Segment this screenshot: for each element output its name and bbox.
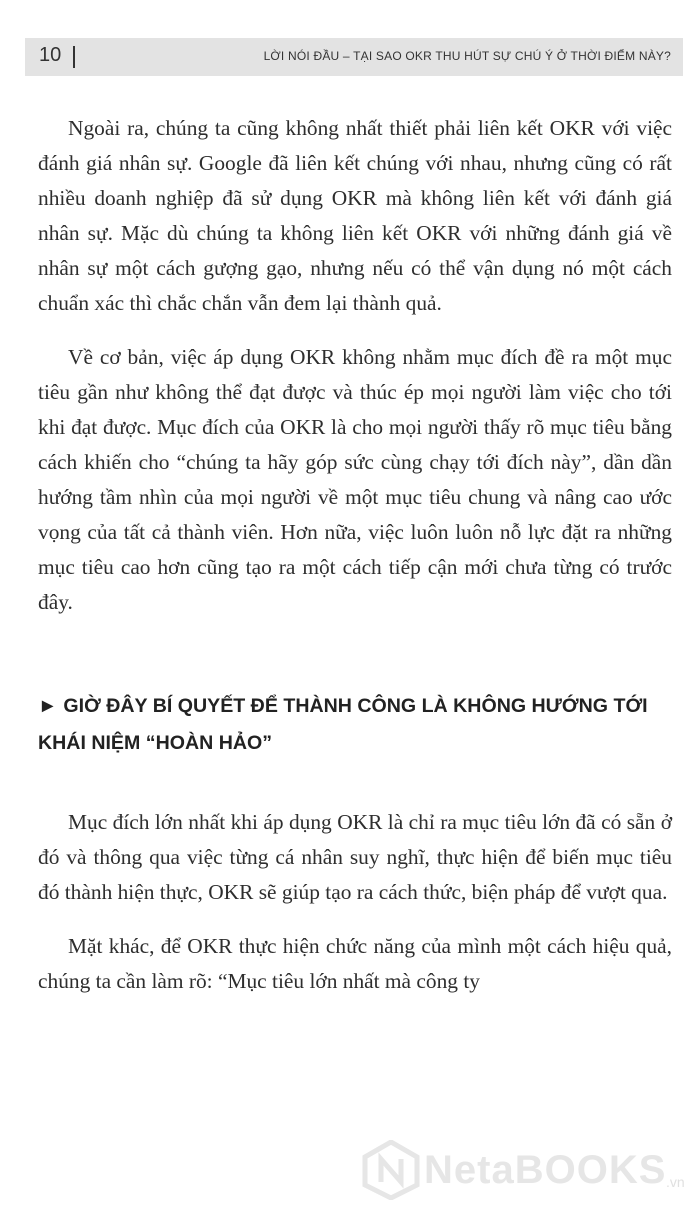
section-heading [38,688,672,762]
watermark [362,1140,692,1206]
paragraph-3: Mục đích lớn nhất khi áp dụng OKR là chỉ ra mục tiêu lớn đã có sẵn ở đó và thông qua việc từng cá nhân suy nghĩ, thực hiện để biến mục tiêu đó thành hiện thực, OKR sẽ giúp tạo ra cách thức, biện pháp để vượt qua. [38,810,672,904]
section-heading-text: GIỜ ĐÂY BÍ QUYẾT ĐỂ THÀNH CÔNG LÀ KHÔNG HƯỚNG TỚI KHÁI NIỆM “HOÀN HẢO” [38,695,648,754]
paragraph-1: Ngoài ra, chúng ta cũng không nhất thiết phải liên kết OKR với việc đánh giá nhân sự. Google đã liên kết chúng với nhau, nhưng cũng có rất nhiều doanh nghiệp đã sử dụng OKR mà không liên kết với đánh giá nhân sự. Mặc dù chúng ta không liên kết OKR với những đánh giá về nhân sự một cách gượng gạo, nhưng nếu có thể vận dụng nó một cách chuẩn xác thì chắc chắn vẫn đem lại thành quả. [38,116,672,315]
page-number: 10 [39,44,62,66]
triangle-arrow-icon: ► [38,695,58,717]
watermark-brand: NetaBOOKS [424,1148,667,1192]
paragraph-2: Về cơ bản, việc áp dụng OKR không nhằm mục đích đề ra một mục tiêu gần như không thể đạt được và thúc ép mọi người làm việc cho tới khi đạt được. Mục đích của OKR là cho mọi người thấy rõ mục tiêu bằng cách khiến cho “chúng ta hãy góp sức cùng chạy tới đích này”, dần dần hướng tầm nhìn của mọi người về một mục tiêu chung và nâng cao ước vọng của tất cả thành viên. Hơn nữa, việc luôn luôn nỗ lực đặt ra những mục tiêu cao hơn cũng tạo ra một cách tiếp cận mới chưa từng có trước đây. [38,345,672,614]
watermark-suffix: .vn [666,1174,685,1190]
chapter-title: LỜI NÓI ĐẦU – TẠI SAO OKR THU HÚT SỰ CHÚ Ý Ở THỜI ĐIỂM NÀY? [263,49,671,63]
page-body [38,111,672,999]
logo-icon [362,1140,420,1200]
page-header [25,38,683,76]
header-divider [73,46,75,68]
paragraph-4: Mặt khác, để OKR thực hiện chức năng của mình một cách hiệu quả, chúng ta cần làm rõ: “Mục tiêu lớn nhất mà công ty [38,934,672,993]
